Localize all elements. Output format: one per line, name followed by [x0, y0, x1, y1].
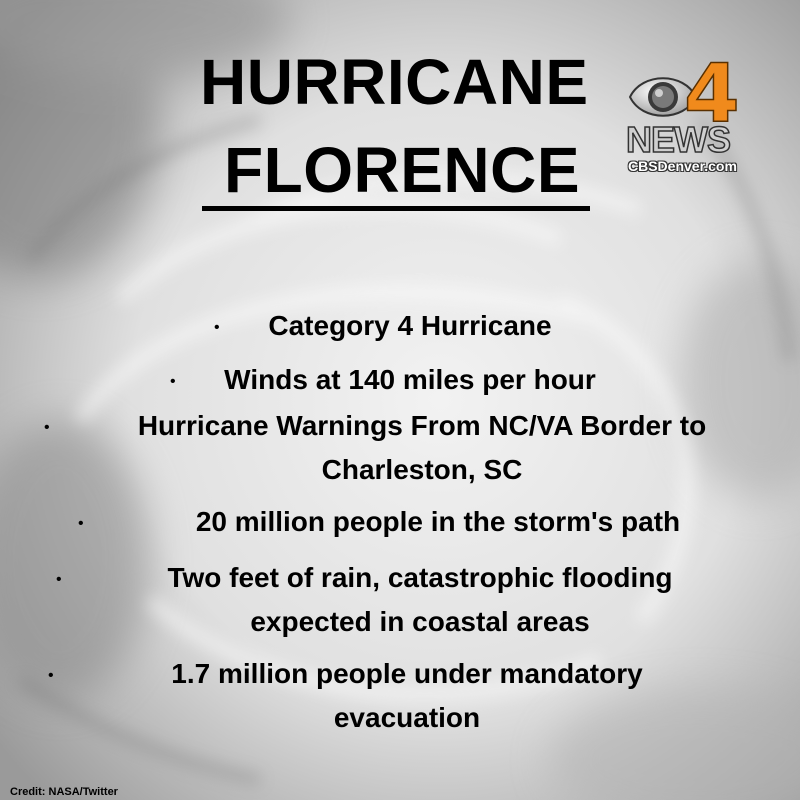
bullet-text: 1.7 million people under mandatory evacuation — [171, 658, 643, 733]
bullet-text: Hurricane Warnings From NC/VA Border to Charleston, SC — [137, 410, 707, 485]
bullet-dot: • — [48, 667, 54, 684]
headline-line-1: HURRICANE — [200, 46, 589, 118]
bullet-item — [40, 404, 780, 492]
headline-line-2: FLORENCE — [224, 134, 580, 206]
bullet-text: 20 million people in the storm's path — [195, 506, 681, 537]
cbs4-news-logo — [620, 47, 750, 180]
bullet-item — [40, 304, 780, 348]
logo-news-wordmark: NEWS — [626, 119, 730, 160]
bullet-item — [40, 500, 780, 544]
bullet-dot: • — [44, 419, 50, 436]
bullet-dot: • — [56, 571, 62, 588]
bullet-text: Two feet of rain, catastrophic flooding expected in coastal areas — [167, 562, 673, 637]
bullet-dot: • — [214, 319, 220, 336]
headline-underline — [202, 206, 590, 211]
logo-number-4: 4 — [684, 47, 740, 140]
bullet-text: Winds at 140 miles per hour — [224, 364, 596, 395]
bullet-dot: • — [78, 515, 84, 532]
logo-site-url: CBSDenver.com — [628, 158, 737, 174]
photo-credit: Credit: NASA/Twitter — [10, 786, 118, 798]
bullet-item — [40, 652, 780, 740]
bullet-item — [40, 556, 780, 644]
bullet-item — [40, 358, 780, 402]
bullet-text: Category 4 Hurricane — [268, 310, 552, 341]
bullet-dot: • — [170, 373, 176, 390]
